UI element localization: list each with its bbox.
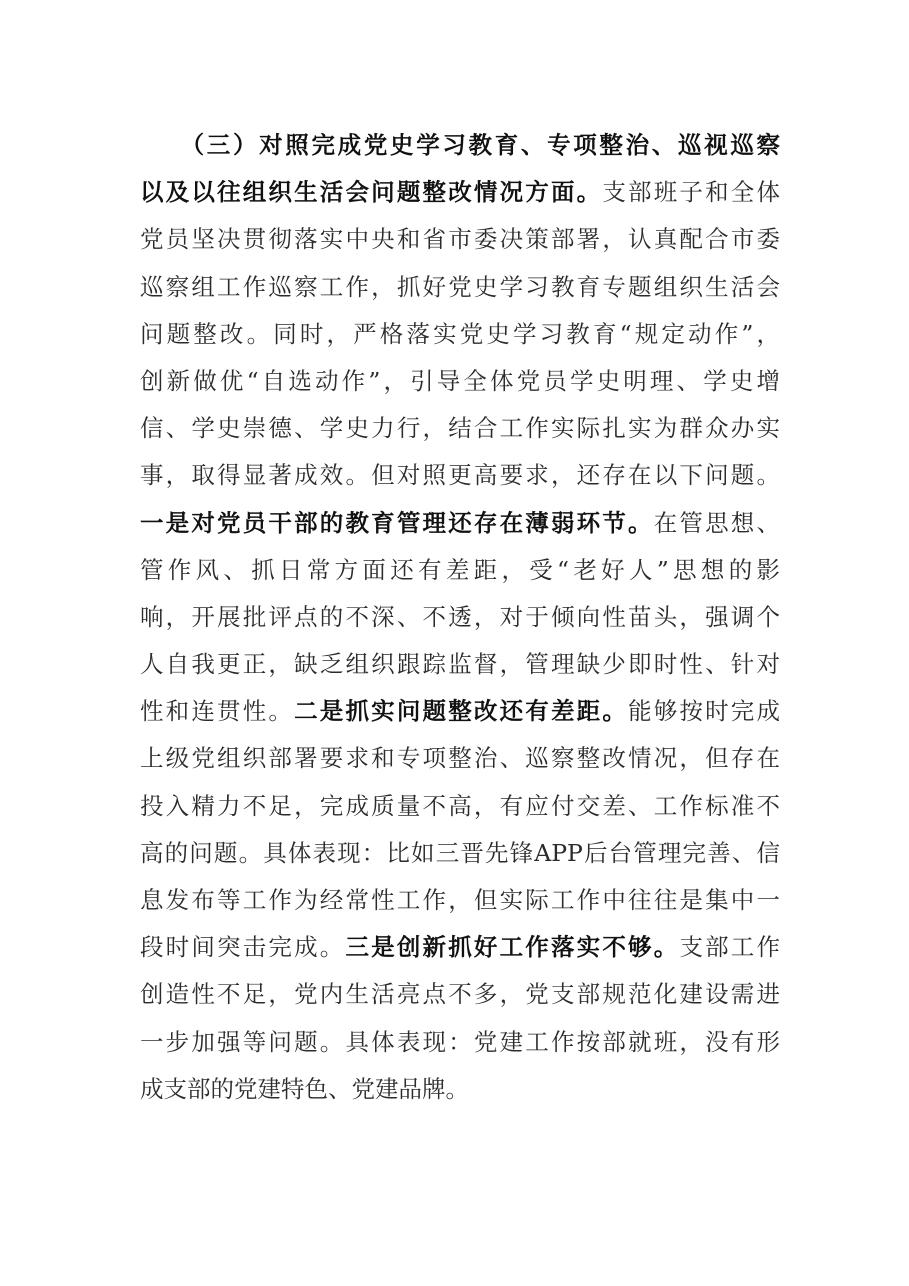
text-line <box>140 877 780 924</box>
body-text: 性和连贯性。 <box>140 697 295 726</box>
body-text: 人自我更正，缺乏组织跟踪监督，管理缺少即时性、针对 <box>140 650 780 679</box>
text-line <box>140 216 780 263</box>
body-text: 响，开展批评点的不深、不透，对于倾向性苗头，强调个 <box>140 602 780 631</box>
body-text: 问题整改。同时，严格落实党史学习教育“规定动作”， <box>140 319 780 348</box>
text-line <box>140 924 780 971</box>
text-line <box>140 500 780 547</box>
text-line <box>140 405 780 452</box>
body-text: 创新做优“自选动作”，引导全体党员学史明理、学史增 <box>140 366 780 395</box>
text-line <box>140 971 780 1018</box>
text-line <box>140 1019 780 1066</box>
text-line <box>140 358 780 405</box>
bold-heading-text: 以及以往组织生活会问题整改情况方面。 <box>140 178 603 207</box>
body-text: 支部工作 <box>679 933 780 962</box>
text-line <box>140 311 780 358</box>
body-text: 事，取得显著成效。但对照更高要求，还存在以下问题。 <box>140 461 780 490</box>
body-text: 高的问题。具体表现：比如三晋先锋APP后台管理完善、信 <box>140 838 780 867</box>
text-line <box>140 594 780 641</box>
body-text: 在管思想、 <box>653 508 780 537</box>
bold-heading-text: 一是对党员干部的教育管理还存在薄弱环节。 <box>140 508 654 537</box>
text-line <box>140 641 780 688</box>
body-text: 党员坚决贯彻落实中央和省市委决策部署，认真配合市委 <box>140 225 780 254</box>
text-line <box>140 122 780 169</box>
body-text: 成支部的党建特色、党建品牌。 <box>140 1074 469 1103</box>
text-line <box>140 1066 780 1113</box>
text-line <box>140 169 780 216</box>
text-line <box>140 452 780 499</box>
bold-heading-text: 二是抓实问题整改还有差距。 <box>294 697 629 726</box>
body-text: 支部班子和全体 <box>602 178 780 207</box>
text-line <box>140 735 780 782</box>
body-text: 巡察组工作巡察工作，抓好党史学习教育专题组织生活会 <box>140 272 780 301</box>
body-text: 管作风、抓日常方面还有差距，受“老好人”思想的影 <box>140 555 780 584</box>
body-text: 创造性不足，党内生活亮点不多，党支部规范化建设需进 <box>140 980 780 1009</box>
body-text: 一步加强等问题。具体表现：党建工作按部就班，没有形 <box>140 1027 780 1056</box>
text-line <box>140 547 780 594</box>
text-line <box>140 688 780 735</box>
body-text: 投入精力不足，完成质量不高，有应付交差、工作标准不 <box>140 791 780 820</box>
body-paragraph <box>140 122 780 1113</box>
text-line <box>140 783 780 830</box>
bold-heading-text: （三）对照完成党史学习教育、专项整治、巡视巡察 <box>140 131 780 159</box>
text-line <box>140 264 780 311</box>
text-line <box>140 830 780 877</box>
body-text: 信、学史崇德、学史力行，结合工作实际扎实为群众办实 <box>140 414 780 443</box>
bold-heading-text: 三是创新抓好工作落实不够。 <box>345 933 680 962</box>
body-text: 段时间突击完成。 <box>140 933 346 962</box>
body-text: 能够按时完成 <box>628 697 780 726</box>
body-text: 上级党组织部署要求和专项整治、巡察整改情况，但存在 <box>140 744 780 773</box>
body-text: 息发布等工作为经常性工作，但实际工作中往往是集中一 <box>140 886 780 914</box>
